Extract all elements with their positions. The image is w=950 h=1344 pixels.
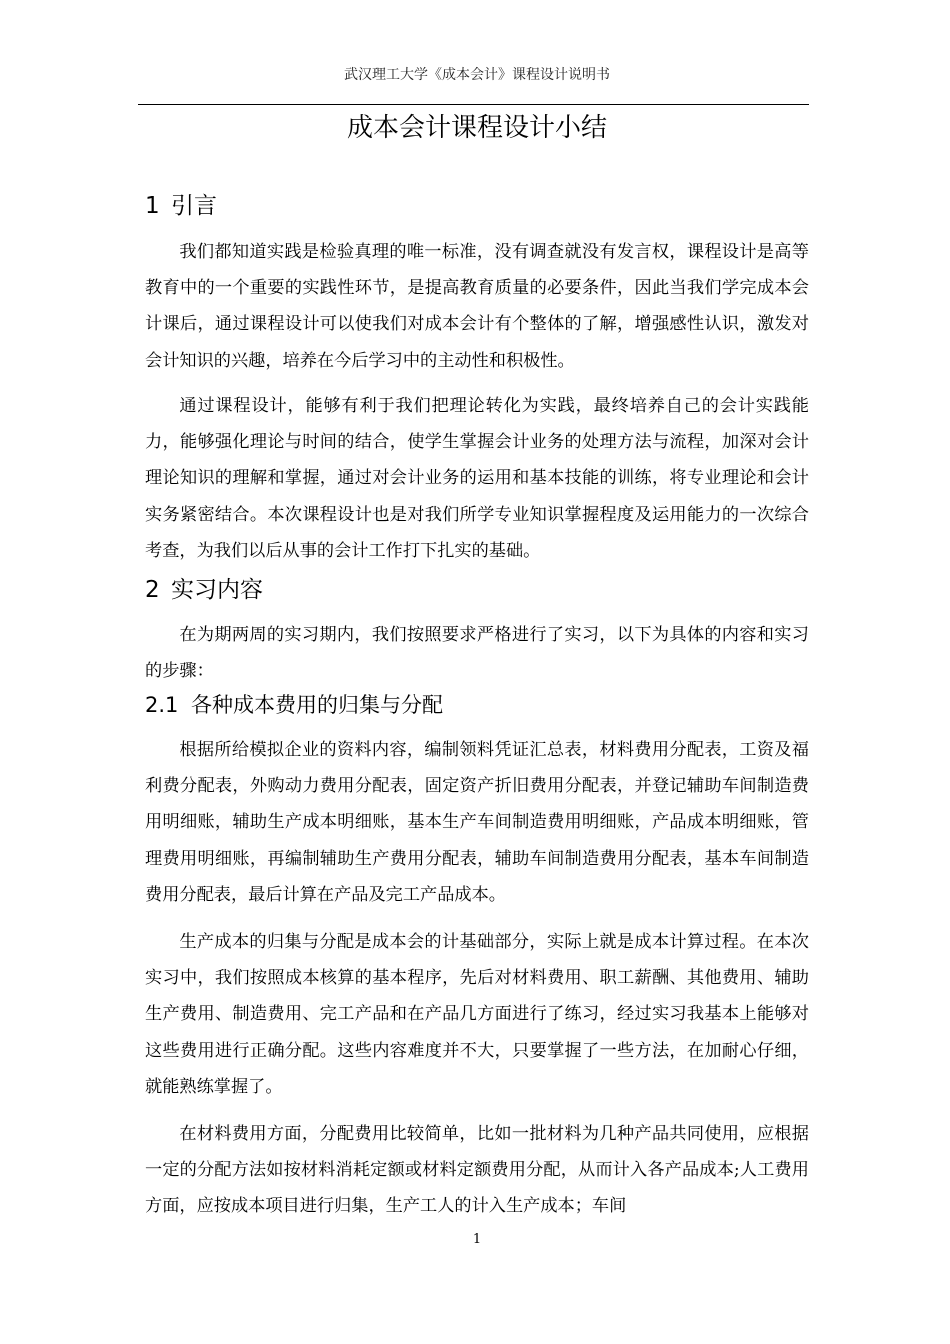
section-heading-2 <box>145 574 809 606</box>
section-number: 1 <box>145 193 160 219</box>
paragraph: 在为期两周的实习期内，我们按照要求严格进行了实习，以下为具体的内容和实习的步骤： <box>145 625 809 682</box>
paragraph: 通过课程设计，能够有利于我们把理论转化为实践，最终培养自己的会计实践能力，能够强化理论与时间的结合，使学生掌握会计业务的处理方法与流程，加深对会计理论知识的理解和掌握，通过对会计业务的运用和基本技能的训练，将专业理论和会计实务紧密结合。本次课程设计也是对我们所学专业知识掌握程度及运用能力的一次综合考查，为我们以后从事的会计工作打下扎实的基础。 <box>145 396 809 561</box>
section-title: 引言 <box>171 193 217 219</box>
header-rule <box>138 104 809 105</box>
paragraph: 生产成本的归集与分配是成本会的计基础部分，实际上就是成本计算过程。在本次实习中，我们按照成本核算的基本程序，先后对材料费用、职工薪酬、其他费用、辅助生产费用、制造费用、完工产品和在产品几方面进行了练习，经过实习我基本上能够对这些费用进行正确分配。这些内容难度并不大，只要掌握了一些方法，在加耐心仔细，就能熟练掌握了。 <box>145 932 809 1097</box>
paragraph: 根据所给模拟企业的资料内容，编制领料凭证汇总表，材料费用分配表，工资及福利费分配表，外购动力费用分配表，固定资产折旧费用分配表，并登记辅助车间制造费用明细账，辅助生产成本明细账，基本生产车间制造费用明细账，产品成本明细账，管理费用明细账，再编制辅助生产费用分配表，辅助车间制造费用分配表，基本车间制造费用分配表，最后计算在产品及完工产品成本。 <box>145 740 809 905</box>
paragraph: 在材料费用方面，分配费用比较简单，比如一批材料为几种产品共同使用，应根据一定的分配方法如按材料消耗定额或材料定额费用分配，从而计入各产品成本;人工费用方面，应按成本项目进行归集，生产工人的计入生产成本；车间 <box>145 1124 809 1217</box>
page-number: 1 <box>472 1232 482 1247</box>
running-header: 武汉理工大学《成本会计》课程设计说明书 <box>344 67 610 83</box>
section-heading-1 <box>145 190 809 222</box>
section-number: 2.1 <box>145 693 179 717</box>
section-title: 各种成本费用的归集与分配 <box>191 693 443 717</box>
section-number: 2 <box>145 577 160 603</box>
section-title: 实习内容 <box>171 577 263 603</box>
paragraph: 我们都知道实践是检验真理的唯一标准，没有调查就没有发言权，课程设计是高等教育中的一个重要的实践性环节，是提高教育质量的必要条件，因此当我们学完成本会计课后，通过课程设计可以使我们对成本会计有个整体的了解，增强感性认识，激发对会计知识的兴趣，培养在今后学习中的主动性和积极性。 <box>145 242 809 371</box>
section-heading-2-1 <box>145 690 809 720</box>
document-title: 成本会计课程设计小结 <box>346 113 607 143</box>
